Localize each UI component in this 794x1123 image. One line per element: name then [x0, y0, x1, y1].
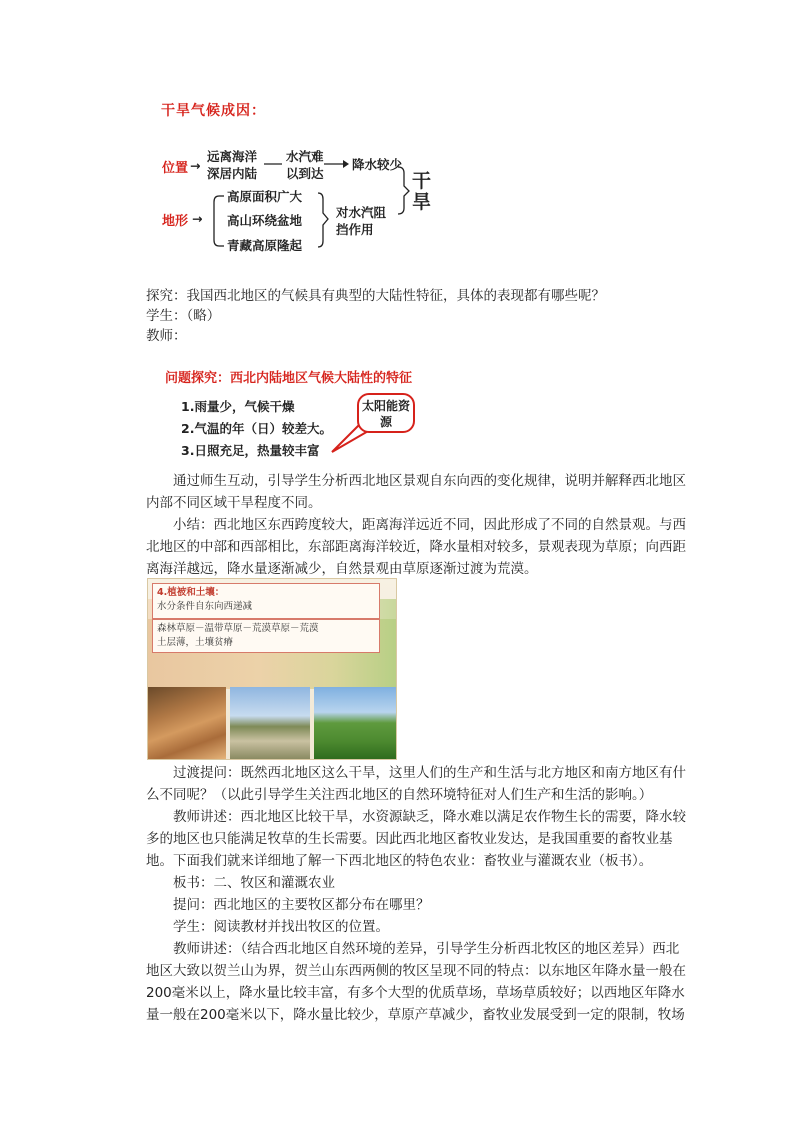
paragraph-student: 学生：（略）: [146, 308, 221, 324]
callout-solar-energy: 太阳能资源: [357, 393, 415, 433]
text-less-rain: 降水较少: [352, 157, 403, 172]
text-result-1: 干: [412, 170, 432, 192]
arrow-glyph: →: [192, 211, 203, 226]
landscape-photos: [148, 687, 396, 759]
text-plateau-wide: 高原面积广大: [227, 189, 303, 204]
feature-item-3: 3.日照充足，热量较丰富: [181, 443, 320, 458]
feature-item-1: 1.雨量少，气候干燥: [181, 399, 295, 414]
text-qinghai-plateau: 青藏高原隆起: [227, 238, 303, 253]
label-terrain: 地形: [162, 214, 189, 229]
paragraph-transition-question: 过渡提问：既然西北地区这么干旱，这里人们的生产和生活与北方地区和南方地区有什么不同呢？（以此引导学生关注西北地区的自然环境特征对人们生产和生活的影响。）: [146, 765, 686, 803]
paragraph-interaction: 通过师生互动，引导学生分析西北地区景观自东向西的变化规律，说明并解释西北地区内部不同区域干旱程度不同。: [146, 473, 686, 511]
map-box-title: 4.植被和土壤：: [157, 587, 225, 598]
label-position: 位置: [162, 161, 189, 176]
arrow-glyph: →: [190, 158, 201, 173]
map-sequence-text: 森林草原－温带草原－荒漠草原－荒漠: [157, 623, 319, 634]
text-vapor-1: 水汽难: [286, 149, 324, 164]
paragraph-board-note: 板书：二、牧区和灌溉农业: [173, 875, 335, 891]
paragraph-teacher-lecture: 教师讲述：西北地区比较干旱，水资源缺乏，降水难以满足农作物生长的需要，降水较多的地区也只能满足牧草的生长需要。因此西北地区畜牧业发达，是我国重要的畜牧业基地。下面我们就来详细地了解一下西北地区的特色农业：畜牧业与灌溉农业（板书）。: [146, 809, 686, 869]
map-textbox-vegetation: [152, 583, 380, 619]
text-remote-sea: 远离海洋: [207, 149, 258, 164]
text-mountain-basin: 高山环绕盆地: [227, 213, 303, 228]
feature-item-2: 2.气温的年（日）较差大。: [181, 421, 332, 436]
paragraph-inquiry: 探究：我国西北地区的气候具有典型的大陆性特征，具体的表现都有哪些呢？: [146, 288, 605, 304]
desert-photo: [148, 687, 226, 759]
desert-steppe-photo: [230, 687, 310, 759]
paragraph-question: 提问：西北地区的主要牧区都分布在哪里？: [173, 897, 430, 913]
paragraph-student-read: 学生：阅读教材并找出牧区的位置。: [173, 919, 389, 935]
map-box-text: 水分条件自东向西递减: [157, 601, 253, 612]
text-vapor-2: 以到达: [286, 166, 324, 181]
diagram-title-continental-features: 问题探究：西北内陆地区气候大陆性的特征: [165, 371, 413, 386]
text-deep-inland: 深居内陆: [207, 166, 258, 181]
text-result-2: 旱: [412, 191, 432, 213]
grassland-photo: [314, 687, 396, 759]
diagram-title-drought-causes: 干旱气候成因：: [161, 103, 266, 119]
paragraph-teacher: 教师：: [146, 328, 187, 344]
map-textbox-sequence: [152, 619, 380, 653]
map-soil-text: 土层薄，土壤贫瘠: [157, 637, 234, 648]
landscape-map-image: [147, 578, 397, 760]
text-block-2: 挡作用: [336, 222, 374, 237]
paragraph-teacher-pasture: 教师讲述：（结合西北地区自然环境的差异，引导学生分析西北牧区的地区差异）西北地区大致以贺兰山为界，贺兰山东西两侧的牧区呈现不同的特点：以东地区年降水量一般在200毫米以上，降水量比较丰富，有多个大型的优质草场，草场草质较好；以西地区年降水量一般在200毫米以下，降水量比较少，草原产草减少，畜牧业发展受到一定的限制，牧场: [146, 941, 686, 1023]
paragraph-summary: 小结：西北地区东西跨度较大，距离海洋远近不同，因此形成了不同的自然景观。与西北地区的中部和西部相比，东部距离海洋较近，降水量相对较多，景观表现为草原；向西距离海洋越远，降水量逐渐减少，自然景观由草原逐渐过渡为荒漠。: [146, 517, 686, 577]
text-block-1: 对水汽阻: [336, 205, 387, 220]
